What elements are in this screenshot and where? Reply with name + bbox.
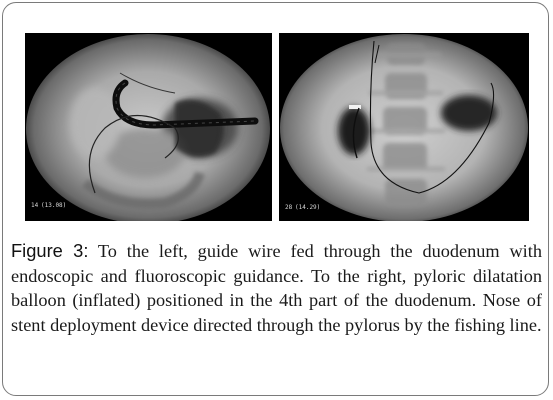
overlay-timestamp: (13.08) [41,202,67,209]
overlay-timestamp: (14.29) [295,204,321,211]
figure-label: Figure 3: [11,240,89,261]
fluoroscopy-image-left [25,33,272,221]
fluoroscopy-image-right [279,33,529,221]
overlay-frame-number: 28 [285,204,293,211]
caption-text: To the left, guide wire fed through the duodenum with endoscopic and fluoroscopic guidance. To the right, pyloric dilatation balloon (inflated) positioned in the 4th part of the duodenum. Nose of stent deployment device directed through the pylorus by the fishing line. [11,241,542,335]
figure-caption [11,239,542,337]
overlay-frame-number: 14 [31,202,39,209]
